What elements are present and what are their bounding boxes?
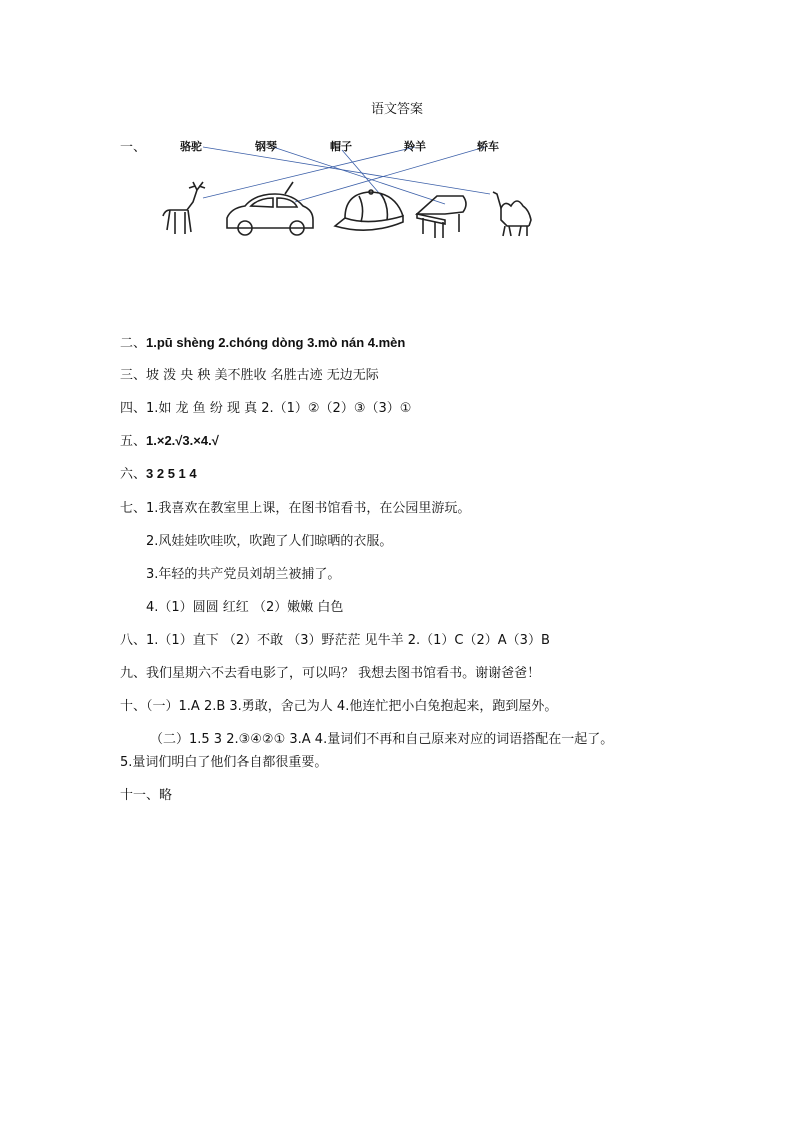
answer-7-2: 2.风娃娃吹哇吹，吹跑了人们晾晒的衣服。 xyxy=(146,534,393,549)
answer-9: 九、我们星期六不去看电影了，可以吗？ 我想去图书馆看书。谢谢爸爸！ xyxy=(120,666,541,681)
word-piano: 钢琴 xyxy=(255,140,277,153)
answer-2: 二、1.pū shèng 2.chóng dòng 3.mò nán 4.mèn xyxy=(120,335,406,351)
answer-7-3: 3.年轻的共产党员刘胡兰被捕了。 xyxy=(146,567,341,582)
camel-icon xyxy=(493,192,531,236)
word-hat: 帽子 xyxy=(330,140,352,153)
word-camel: 骆驼 xyxy=(180,140,202,153)
word-antelope: 羚羊 xyxy=(404,140,426,153)
answer-7-4: 4.（1）圆圆 红红 （2）嫩嫩 白色 xyxy=(146,600,344,615)
answer-10-1: 十、（一）1.A 2.B 3.勇敢，舍己为人 4.他连忙把小白兔抱起来，跑到屋外。 xyxy=(120,699,558,714)
match-line-antelope xyxy=(203,147,415,198)
page-title: 语文答案 xyxy=(370,102,423,117)
answer-10-2: （二）1.5 3 2.③④②① 3.A 4.量词们不再和自己原来对应的词语搭配在一起了。 xyxy=(150,732,614,747)
answer-5: 五、1.×2.√3.×4.√ xyxy=(120,433,219,449)
antelope-icon xyxy=(163,182,205,234)
answer-11: 十一、略 xyxy=(120,788,173,803)
piano-icon xyxy=(417,196,466,238)
answer-10-2-cont: 5.量词们明白了他们各自都很重要。 xyxy=(120,755,328,770)
answer-7-1: 七、1.我喜欢在教室里上课，在图书馆看书，在公园里游玩。 xyxy=(120,501,471,516)
answer-6: 六、3 2 5 1 4 xyxy=(120,466,197,482)
answer-8: 八、1.（1）直下 （2）不敢 （3）野茫茫 见牛羊 2.（1）C（2）A（3）B xyxy=(120,633,550,648)
match-line-piano xyxy=(273,147,445,204)
answer-3: 三、坡 泼 央 秧 美不胜收 名胜古迹 无边无际 xyxy=(120,368,379,383)
question-1-number: 一、 xyxy=(120,140,147,155)
car-icon xyxy=(227,182,313,235)
hat-icon xyxy=(335,190,403,230)
match-line-car xyxy=(295,147,485,202)
answer-4: 四、1.如 龙 鱼 纷 现 真 2.（1）②（2）③（3）① xyxy=(120,401,412,416)
matching-figure xyxy=(145,130,540,245)
word-car: 轿车 xyxy=(477,140,499,153)
